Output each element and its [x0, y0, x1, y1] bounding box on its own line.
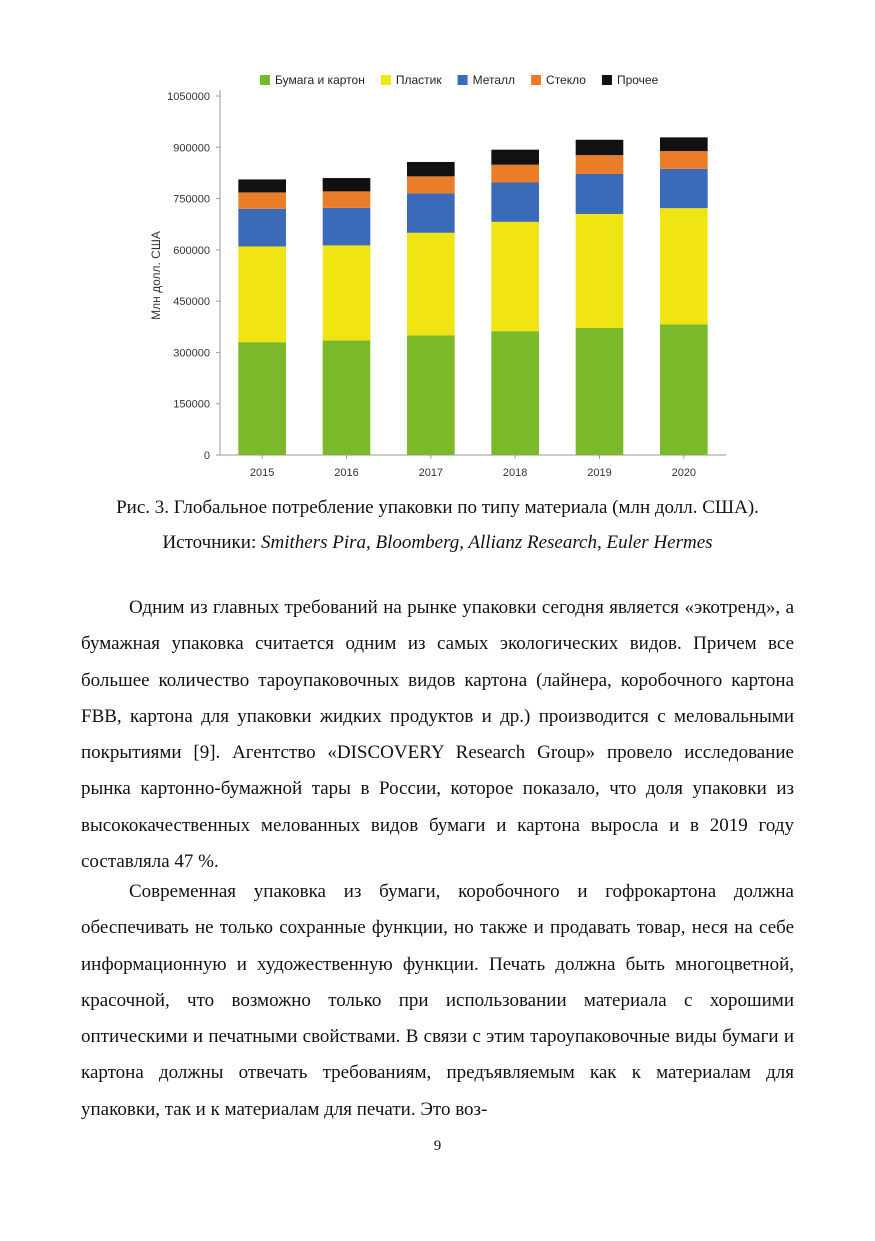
x-tick-label: 2018 [502, 467, 528, 479]
bar-2020-segment [660, 324, 708, 455]
bar-2019-segment [576, 140, 624, 155]
figure-sources [60, 532, 815, 554]
x-tick-label: 2015 [249, 467, 275, 479]
y-tick-label: 150000 [173, 398, 210, 411]
bar-2018-segment [491, 222, 539, 331]
legend-entry: Бумага и картон [275, 73, 365, 87]
legend-swatch [602, 75, 612, 85]
y-tick-label: 0 [203, 450, 210, 462]
sources-list: Smithers Pira, Bloomberg, Allianz Research, Euler Hermes [261, 532, 713, 553]
bar-2018-segment [491, 150, 539, 165]
bar-2017-segment [407, 162, 455, 176]
bar-2020-segment [660, 169, 708, 208]
bar-2020-segment [660, 208, 708, 324]
figure-caption: Рис. 3. Глобальное потребление упаковки по типу материала (млн долл. США). [116, 497, 759, 518]
bar-2020-segment [660, 137, 708, 151]
bar-2018-segment [491, 165, 539, 183]
legend-entry: Стекло [546, 73, 586, 87]
x-tick-label: 2016 [334, 467, 359, 479]
bar-2017-segment [407, 176, 455, 193]
legend-entry: Пластик [395, 73, 442, 87]
legend-swatch [531, 75, 541, 85]
bar-2019-segment [576, 328, 624, 455]
bar-2019-segment [576, 174, 624, 214]
y-tick-label: 1050000 [167, 91, 210, 103]
stacked-bar-chart [140, 68, 740, 486]
bar-2016-segment [323, 245, 371, 340]
x-tick-label: 2020 [671, 467, 697, 479]
legend-swatch [381, 75, 391, 85]
bar-2018-segment [491, 183, 539, 222]
legend-swatch [260, 75, 270, 85]
bar-2016-segment [323, 191, 371, 207]
y-tick-label: 600000 [173, 244, 210, 257]
x-tick-label: 2017 [418, 467, 444, 479]
legend-entry: Металл [472, 73, 516, 87]
bar-2016-segment [323, 178, 371, 191]
bar-2015-segment [238, 209, 286, 247]
y-tick-label: 450000 [173, 296, 210, 309]
body-paragraph-1: Одним из главных требований на рынке упаковки сегодня является «экотренд», а бумажная упаковка считается одним из самых экологических видов. Причем все большее количество тароупаковочных видов картона (лайнера, коробочного картона FBB, картона для упаковки жидких продуктов и др.) производится с меловальными покрытиями [9]. Агентство «DISCOVERY Research Group» провело исследование рынка картонно-бумажной тары в России, которое показало, что доля упаковки из высококачественных мелованных видов бумаги и картона выросла и в 2019 году составляла 47 %. [81, 597, 794, 873]
bar-2017-segment [407, 193, 455, 232]
legend-swatch [458, 75, 468, 85]
bar-2017-segment [407, 335, 455, 455]
bar-2015-segment [238, 192, 286, 208]
y-tick-label: 300000 [173, 347, 210, 360]
y-axis-label: Млн долл. США [149, 231, 163, 320]
bar-2016-segment [323, 340, 371, 455]
bar-2019-segment [576, 214, 624, 328]
y-tick-label: 750000 [173, 193, 210, 206]
bar-2015-segment [238, 179, 286, 192]
bar-2016-segment [323, 208, 371, 246]
y-tick-label: 900000 [173, 142, 210, 155]
bar-2019-segment [576, 155, 624, 174]
bar-2015-segment [238, 246, 286, 342]
bar-2020-segment [660, 151, 708, 169]
x-tick-label: 2019 [587, 467, 612, 479]
body-paragraph-2: Современная упаковка из бумаги, коробочного и гофрокартона должна обеспечивать не только сохранные функции, но также и продавать товар, неся на себе информационную и художественную функции. Печать должна быть многоцветной, красочной, что возможно только при использовании материала с хорошими оптическими и печатными свойствами. В связи с этим тароупаковочные виды бумаги и картона должны отвечать требованиям, предъявляемым как к материалам для упаковки, так и к материалам для печати. Это воз- [81, 881, 794, 1120]
bar-2015-segment [238, 342, 286, 455]
bar-2017-segment [407, 233, 455, 336]
page-number: 9 [433, 1138, 442, 1154]
bar-2018-segment [491, 331, 539, 455]
legend-entry: Прочее [616, 73, 659, 87]
sources-label: Источники: [162, 532, 257, 553]
